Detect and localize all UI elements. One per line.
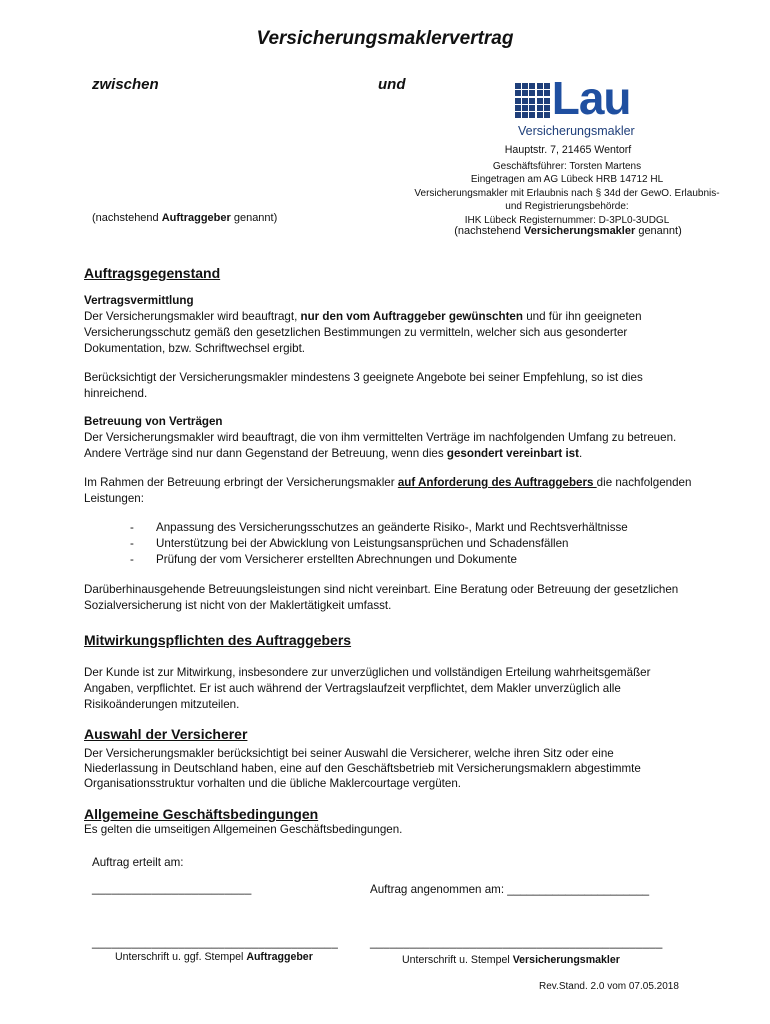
heading-mitwirkungspflichten: Mitwirkungspflichten des Auftraggebers <box>84 632 352 648</box>
revision-note: Rev.Stand. 2.0 vom 07.05.2018 <box>539 981 679 992</box>
paragraph-auswahl: Der Versicherungsmakler berücksichtigt bei seiner Auswahl die Versicherer, welche ihren Sitz oder eine Niederlassung in Deutschland haben, eine auf den Geschäftsbetrieb mit Versicherungsmaklern abgestimmte Organisationsstruktur vorhalten und die übliche Maklercourtage vergüten. <box>84 747 641 790</box>
broker-note-bold: Versicherungsmakler <box>523 225 636 237</box>
paragraph-sozialversicherung: Darüberhinausgehende Betreuungsleistungen sind nicht vereinbart. Eine Beratung oder Betreuung der gesetzlichen Sozialversicherung ist nicht von der Maklertätigkeit umfasst. <box>84 583 679 612</box>
text-span: Der Versicherungsmakler wird beauftragt, <box>84 310 301 323</box>
heading-auftragsgegenstand: Auftragsgegenstand <box>84 265 221 281</box>
services-list <box>130 520 694 568</box>
erteilt-label: Auftrag erteilt am: <box>92 856 184 869</box>
text-span: Im Rahmen der Betreuung erbringt der Versicherungsmakler <box>84 476 398 489</box>
broker-note-post: genannt) <box>635 225 682 237</box>
broker-detail-line: Geschäftsführer: Torsten Martens <box>492 161 642 172</box>
paragraph-vermittlung <box>84 309 694 357</box>
text-span: . <box>578 447 583 460</box>
logo-wordmark: Lau <box>551 72 631 124</box>
list-item: - Anpassung des Versicherungsschutzes an geänderte Risiko-, Markt und Rechtsverhältnisse <box>130 520 694 536</box>
broker-signature-line[interactable]: ____________________________________________ <box>370 936 663 949</box>
text-span: und für ihn geeigneten Versicherungsschutz gemäß den gesetzlichen Bestimmungen zu vermitteln, welcher sich aus gesonderter Dokumentation, bzw. Schriftwechsel ergibt. <box>84 310 642 355</box>
text-span: die nachfolgenden Leistungen: <box>84 476 692 505</box>
broker-detail-line: Eingetragen am AG Lübeck HRB 14712 HL <box>470 174 664 186</box>
between-label: zwischen <box>92 76 159 93</box>
logo-subtitle: Versicherungsmakler <box>518 124 635 138</box>
and-label: und <box>378 76 406 93</box>
caption-bold: Auftraggeber <box>246 951 313 963</box>
text-span: Der Versicherungsmakler wird beauftragt, die von ihm vermittelten Verträge im nachfolgenden Umfang zu betreuen. Andere Verträge sind nur dann Gegenstand der Betreuung, wenn dies <box>84 431 677 460</box>
angenommen-date-field[interactable]: Auftrag angenommen am: ______________________ <box>370 883 650 896</box>
emphasis-text: nur den vom Auftraggeber gewünschten <box>300 310 523 323</box>
logo-grid-icon <box>515 83 550 118</box>
caption-text: Unterschrift u. Stempel <box>402 954 513 966</box>
section-auftragsgegenstand <box>84 293 694 614</box>
paragraph-leistungen <box>84 475 694 507</box>
paragraph-agb: Es gelten die umseitigen Allgemeinen Geschäftsbedingungen. <box>84 823 403 836</box>
subheading-betreuung: Betreuung von Verträgen <box>84 415 223 428</box>
broker-detail-line: IHK Lübeck Registernummer: D-3PL0-3UDGL <box>464 214 670 226</box>
paragraph-mitwirkung: Der Kunde ist zur Mitwirkung, insbesondere zur unverzüglichen und vollständigen Erteilung wahrheitsgemäßer Angaben, verpflichtet. Er ist auch während der Vertragslaufzeit verpflichtet, dem Makler unverzüglich alle Risikoänderungen mitzuteilen. <box>84 666 651 711</box>
paragraph-betreuung <box>84 430 694 462</box>
list-item: - Prüfung der vom Versicherer erstellten Abrechnungen und Dokumente <box>130 552 694 568</box>
broker-detail-line: Versicherungsmakler mit Erlaubnis nach § 34d der GewO. Erlaubnis- <box>414 187 720 199</box>
emphasis-text: gesondert vereinbart ist <box>446 447 579 460</box>
list-item: - Unterstützung bei der Abwicklung von Leistungsansprüchen und Schadensfällen <box>130 536 694 552</box>
paragraph-angebote: Berücksichtigt der Versicherungsmakler mindestens 3 geeignete Angebote bei seiner Empfehlung, so ist dies hinreichend. <box>84 371 643 400</box>
client-note <box>92 212 277 224</box>
emphasis-text: auf Anforderung des Auftraggebers <box>397 476 597 489</box>
subheading-vertragsvermittlung: Vertragsvermittlung <box>84 294 194 307</box>
caption-bold: Versicherungsmakler <box>512 954 620 966</box>
heading-agb: Allgemeine Geschäftsbedingungen <box>84 806 319 822</box>
client-note-bold: Auftraggeber <box>161 212 231 224</box>
client-signature-line[interactable]: _____________________________________ <box>92 936 338 949</box>
company-logo <box>515 72 631 124</box>
broker-address: Hauptstr. 7, 21465 Wentorf <box>504 144 632 156</box>
client-note-pre: (nachstehend <box>92 212 162 224</box>
caption-text: Unterschrift u. ggf. Stempel <box>115 951 247 963</box>
heading-auswahl: Auswahl der Versicherer <box>84 726 248 742</box>
client-signature-caption <box>115 951 313 963</box>
broker-detail-line: und Registrierungsbehörde: <box>505 201 629 213</box>
broker-note-pre: (nachstehend <box>454 225 524 237</box>
broker-note <box>420 225 716 237</box>
broker-details <box>400 160 734 227</box>
client-note-post: genannt) <box>230 212 278 224</box>
erteilt-date-field[interactable]: ________________________ <box>92 882 252 895</box>
document-title: Versicherungsmaklervertrag <box>256 28 514 49</box>
broker-signature-caption <box>402 954 620 966</box>
